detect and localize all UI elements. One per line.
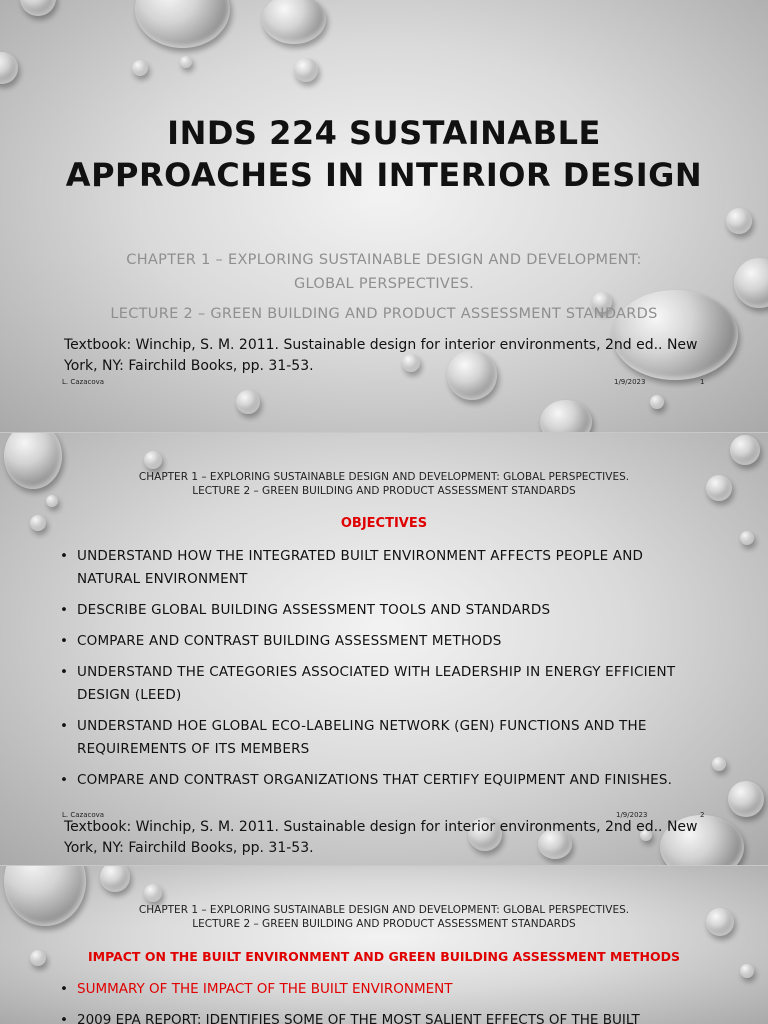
- water-droplet-icon: [132, 60, 148, 76]
- slide-2: [0, 433, 768, 865]
- water-droplet-icon: [20, 0, 56, 16]
- water-droplet-icon: [712, 757, 726, 771]
- water-droplet-icon: [740, 964, 754, 978]
- textbook-reference: Textbook: Winchip, S. M. 2011. Sustainable design for interior environments, 2nd ed.. New York, NY: Fairchild Books, pp. 31-53.: [64, 337, 698, 374]
- footer-author: L. Cazacova: [62, 811, 105, 819]
- list-item: • UNDERSTAND HOW THE INTEGRATED BUILT ENVIRONMENT AFFECTS PEOPLE AND NATURAL ENVIRONMENT: [60, 545, 700, 591]
- slide-3: [0, 866, 768, 1024]
- chapter-subtitle-line-2: GLOBAL PERSPECTIVES.: [293, 276, 474, 292]
- water-droplet-icon: [728, 781, 764, 817]
- water-droplet-icon: [730, 435, 760, 465]
- section-heading: IMPACT ON THE BUILT ENVIRONMENT AND GREEN BUILDING ASSESSMENT METHODS: [87, 949, 681, 964]
- footer-date: 1/9/2023: [614, 378, 646, 386]
- water-droplet-icon: [135, 0, 230, 48]
- chapter-heading: CHAPTER 1 – EXPLORING SUSTAINABLE DESIGN AND DEVELOPMENT: GLOBAL PERSPECTIVES.: [138, 471, 630, 483]
- lecture-heading: LECTURE 2 – GREEN BUILDING AND PRODUCT ASSESSMENT STANDARDS: [192, 918, 576, 930]
- water-droplet-icon: [726, 208, 752, 234]
- page-number: 1: [700, 378, 705, 386]
- list-item: [60, 979, 737, 999]
- water-droplet-icon: [100, 866, 130, 892]
- water-droplet-icon: [180, 56, 192, 68]
- objectives-heading: OBJECTIVES: [340, 516, 428, 531]
- chapter-heading: CHAPTER 1 – EXPLORING SUSTAINABLE DESIGN AND DEVELOPMENT: GLOBAL PERSPECTIVES.: [138, 904, 630, 916]
- list-item: • UNDERSTAND HOE GLOBAL ECO-LABELING NETWORK (GEN) FUNCTIONS AND THE REQUIREMENTS OF ITS MEMBERS: [60, 715, 700, 761]
- epa-report-text: 2009 EPA REPORT: IDENTIFIES SOME OF THE MOST SALIENT EFFECTS OF THE BUILT: [77, 1012, 640, 1024]
- lecture-subtitle: LECTURE 2 – GREEN BUILDING AND PRODUCT ASSESSMENT STANDARDS: [110, 306, 658, 322]
- water-droplet-icon: [262, 0, 326, 44]
- water-droplet-icon: [734, 258, 768, 308]
- list-item: • UNDERSTAND THE CATEGORIES ASSOCIATED WITH LEADERSHIP IN ENERGY EFFICIENT DESIGN (LEED): [60, 661, 700, 707]
- water-droplet-icon: [740, 531, 754, 545]
- water-droplet-icon: [294, 58, 318, 82]
- chapter-subtitle-line-1: CHAPTER 1 – EXPLORING SUSTAINABLE DESIGN AND DEVELOPMENT:: [126, 252, 642, 268]
- presentation-title: INDS 224 SUSTAINABLE APPROACHES IN INTERIOR DESIGN: [65, 114, 703, 194]
- water-droplet-icon: [144, 451, 162, 469]
- list-item: • DESCRIBE GLOBAL BUILDING ASSESSMENT TOOLS AND STANDARDS: [60, 599, 700, 622]
- bullet-icon: •: [60, 981, 68, 997]
- slide-1: [0, 0, 768, 432]
- list-item: • COMPARE AND CONTRAST BUILDING ASSESSMENT METHODS: [60, 630, 700, 653]
- page-number: 2: [700, 811, 705, 819]
- objectives-list: [60, 545, 700, 800]
- list-item: [60, 1010, 737, 1024]
- impact-summary-link: SUMMARY OF THE IMPACT OF THE BUILT ENVIRONMENT: [77, 981, 453, 997]
- water-droplet-icon: [650, 395, 664, 409]
- footer-author: L. Cazacova: [62, 378, 105, 386]
- textbook-reference: Textbook: Winchip, S. M. 2011. Sustainable design for interior environments, 2nd ed.. New York, NY: Fairchild Books, pp. 31-53.: [64, 819, 698, 856]
- footer-date: 1/9/2023: [616, 811, 648, 819]
- water-droplet-icon: [144, 884, 162, 902]
- list-item: • COMPARE AND CONTRAST ORGANIZATIONS THAT CERTIFY EQUIPMENT AND FINISHES.: [60, 769, 700, 792]
- lecture-heading: LECTURE 2 – GREEN BUILDING AND PRODUCT ASSESSMENT STANDARDS: [192, 485, 576, 497]
- water-droplet-icon: [236, 390, 260, 414]
- bullet-icon: •: [60, 1012, 68, 1024]
- water-droplet-icon: [540, 400, 592, 432]
- water-droplet-icon: [0, 52, 18, 84]
